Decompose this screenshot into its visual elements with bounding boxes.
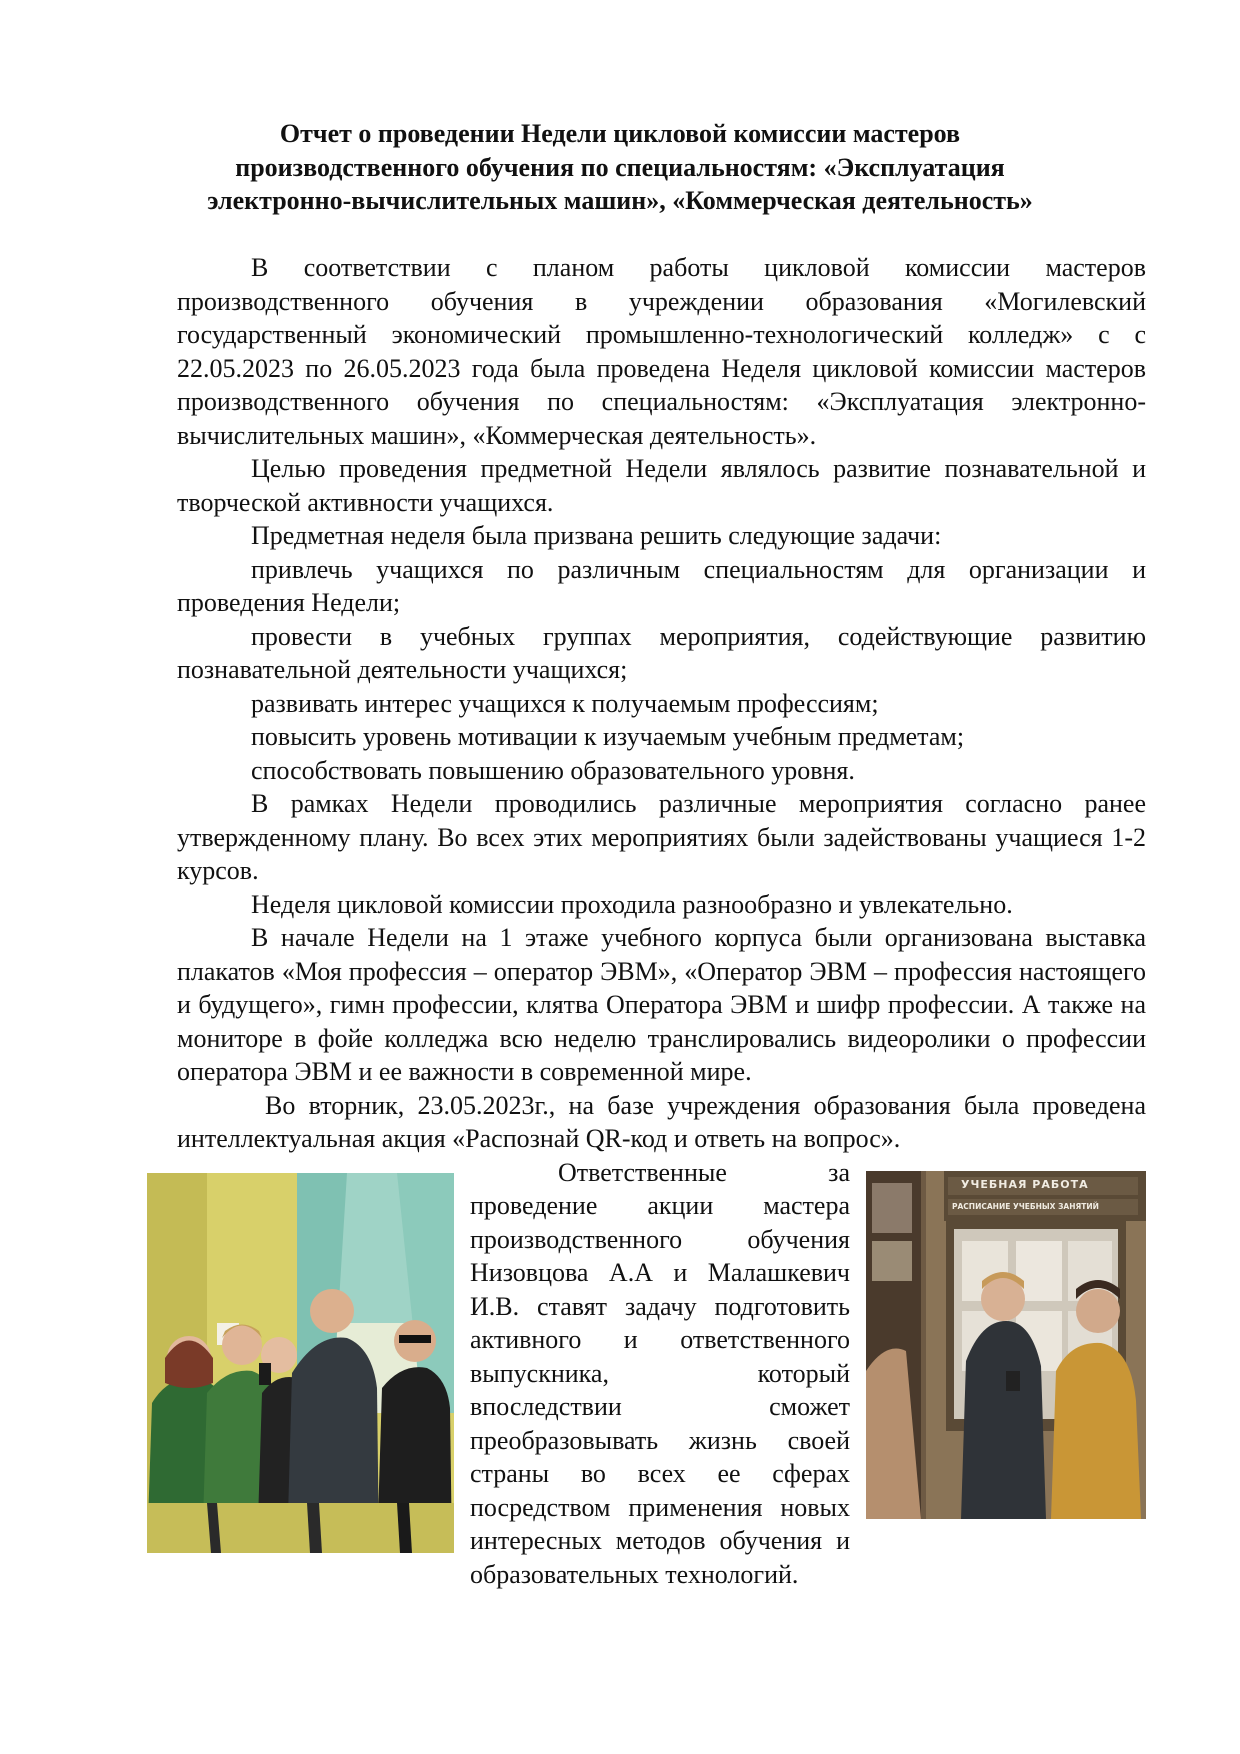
paragraph-intro: В соответствии с планом работы цикловой комиссии мастеров производственного обучения в учреждении образования «Могилевский государственный экономический промышленно-технологический колледж» с с 22.05.2023 по 26.05.2023 года была проведена Неделя цикловой комиссии мастеров производственного обучения по специальностям: «Эксплуатация электронно-вычислительных машин», «Коммерческая деятельность».	[177, 253, 1146, 450]
paragraph-task-2: провести в учебных группах мероприятия, содействующие развитию познавательной деятельности учащихся;	[177, 621, 1146, 684]
title-line-3: электронно-вычислительных машин», «Коммерческая деятельность»	[207, 186, 1033, 215]
photo-students-with-phones-image	[147, 1173, 454, 1553]
sign-line-2: РАСПИСАНИЕ УЧЕБНЫХ ЗАНЯТИЙ	[952, 1201, 1099, 1211]
paragraph-task-3: развивать интерес учащихся к получаемым профессиям;	[251, 688, 879, 718]
paragraph-task-5: способствовать повышению образовательного уровня.	[251, 755, 855, 785]
paragraph-events: В рамках Недели проводились различные мероприятия согласно ранее утвержденному плану. Во всех этих мероприятиях были задействованы учащиеся 1-2 курсов.	[177, 789, 1146, 885]
paragraph-task-1: привлечь учащихся по различным специальностям для организации и проведения Недели;	[177, 554, 1146, 617]
paragraph-summary: Неделя цикловой комиссии проходила разнообразно и увлекательно.	[251, 889, 1013, 919]
paragraph-tasks-heading: Предметная неделя была призвана решить следующие задачи:	[251, 521, 942, 550]
title-line-2: производственного обучения по специальностям: «Эксплуатация	[235, 152, 1005, 182]
document-body	[177, 251, 1146, 1591]
paragraph-task-4: повысить уровень мотивации к изучаемым учебным предметам;	[251, 722, 965, 751]
photo-students-at-board-image	[866, 1171, 1146, 1519]
photo-students-at-board	[866, 1171, 1146, 1519]
responsible-text: Ответственные за проведение акции мастера производственного обучения Низовцова А.А и Малашкевич И.В. ставят задачу подготовить активного и ответственного выпускника, который впоследствии сможет преобразовывать жизнь своей страны во всех ее сферах посредством применения новых интересных методов обучения и образовательных технологий.	[470, 1157, 850, 1589]
paragraph-goal: Целью проведения предметной Недели являлось развитие познавательной и творческой активности учащихся.	[177, 454, 1146, 517]
title-line-1: Отчет о проведении Недели цикловой комиссии мастеров	[279, 119, 961, 148]
sign-line-1: УЧЕБНАЯ РАБОТА	[961, 1177, 1089, 1191]
photo-students-with-phones	[147, 1173, 454, 1553]
paragraph-qr-action	[177, 1089, 1146, 1156]
paragraph-exhibition: В начале Недели на 1 этаже учебного корпуса были организована выставка плакатов «Моя профессия – оператор ЭВМ», «Оператор ЭВМ – профессия настоящего и будущего», гимн профессии, клятва Оператора ЭВМ и шифр профессии. А также на мониторе в фойе колледжа всю неделю транслировались видеоролики о профессии оператора ЭВМ и ее важности в современной мире.	[177, 923, 1146, 1086]
document-title	[150, 117, 1090, 218]
qr-action-text: Во вторник, 23.05.2023г., на базе учреждения образования была проведена интеллектуальная акция «Распознай QR-код и ответь на вопрос».	[177, 1090, 1146, 1153]
